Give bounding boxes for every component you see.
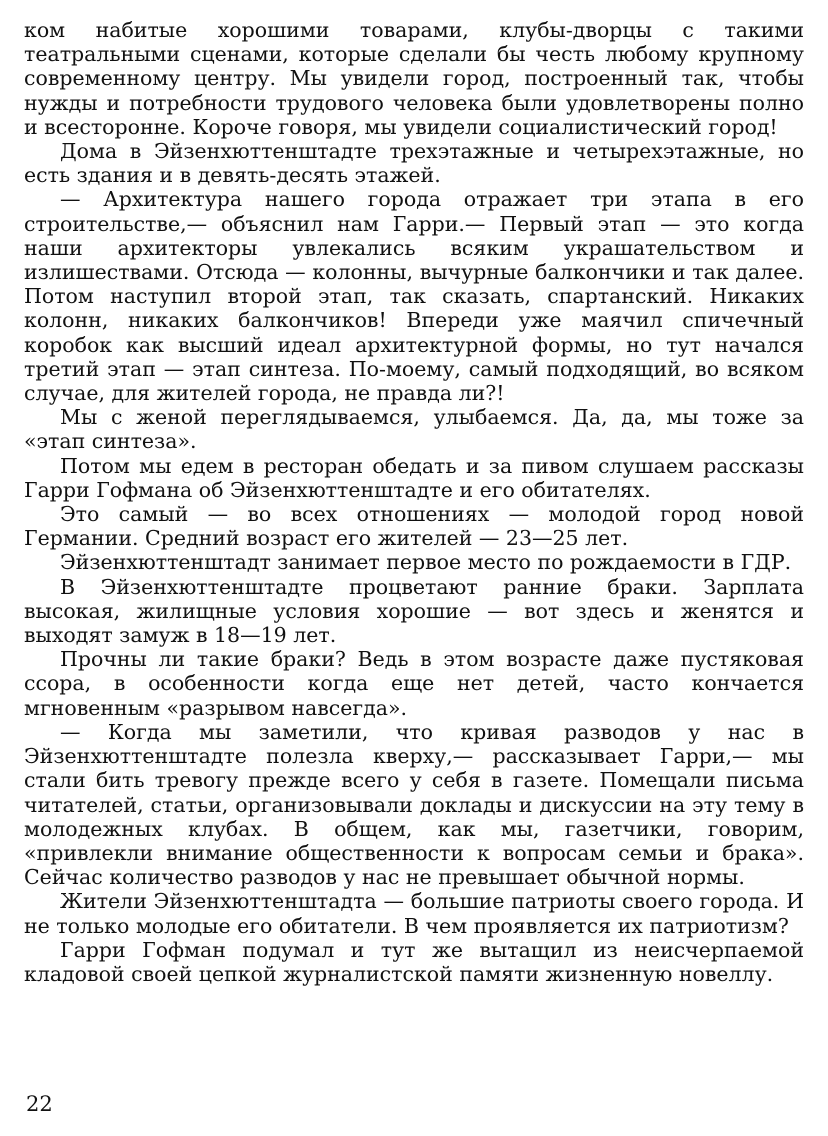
paragraph: В Эйзенхюттенштадте процветают ранние браки. Зарплата высокая, жилищные условия хорошие — вот здесь и женятся и выходят замуж в 18—19 лет. — [24, 574, 804, 648]
paragraph: — Архитектура нашего города отражает три этапа в его строительстве,— объяснил нам Гарри.— Первый этап — это когда наши архитекторы увлекались всяким украшательством и излишествами. Отсюда — колонны, вычурные балкончики и так далее. Потом наступил второй этап, так сказать, спартанский. Никаких колонн, никаких балкончиков! Впереди уже маячил спичечный коробок как высший идеал архитектурной формы, но тут начался третий этап — этап синтеза. По-моему, самый подходящий, во всяком случае, для жителей города, не правда ли?! — [24, 187, 804, 406]
paragraph: Это самый — во всех отношениях — молодой город новой Германии. Средний возраст его жителей — 23—25 лет. — [24, 502, 804, 551]
page-body — [24, 18, 804, 986]
page-number: 22 — [26, 1092, 53, 1116]
paragraph: Мы с женой переглядываемся, улыбаемся. Да, да, мы тоже за «этап синтеза». — [24, 405, 804, 454]
paragraph: ком набитые хорошими товарами, клубы-дворцы с такими театральными сценами, которые сделали бы честь любому крупному современному центру. Мы увидели город, построенный так, чтобы нужды и потребности трудового человека были удовлетворены полно и всесторонне. Короче говоря, мы увидели социалистический город! — [24, 18, 804, 139]
paragraph: Жители Эйзенхюттенштадта — большие патриоты своего города. И не только молодые его обитатели. В чем проявляется их патриотизм? — [24, 889, 804, 938]
paragraph: Дома в Эйзенхюттенштадте трехэтажные и четырехэтажные, но есть здания и в девять-десять этажей. — [24, 139, 804, 188]
paragraph: Эйзенхюттенштадт занимает первое место по рождаемости в ГДР. — [60, 550, 792, 575]
paragraph: Потом мы едем в ресторан обедать и за пивом слушаем рассказы Гарри Гофмана об Эйзенхюттенштадте и его обитателях. — [24, 453, 804, 502]
paragraph: Гарри Гофман подумал и тут же вытащил из неисчерпаемой кладовой своей цепкой журналистской памяти жизненную новеллу. — [24, 937, 804, 986]
paragraph: Прочны ли такие браки? Ведь в этом возрасте даже пустяковая ссора, в особенности когда еще нет детей, часто кончается мгновенным «разрывом навсегда». — [24, 647, 804, 720]
paragraph: — Когда мы заметили, что кривая разводов у нас в Эйзенхюттенштадте полезла кверху,— рассказывает Гарри,— мы стали бить тревогу прежде всего у себя в газете. Помещали письма читателей, статьи, организовывали доклады и дискуссии на эту тему в молодежных клубах. В общем, как мы, газетчики, говорим, «привлекли внимание общественности к вопросам семьи и брака». Сейчас количество разводов у нас не превышает обычной нормы. — [24, 719, 804, 890]
